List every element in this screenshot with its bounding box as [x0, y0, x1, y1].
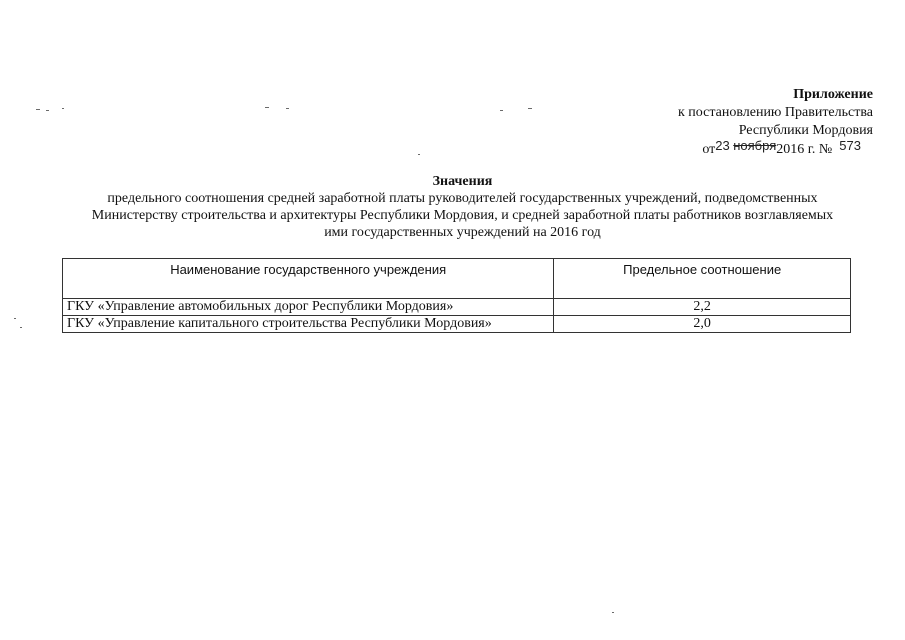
- heading-line-1: предельного соотношения средней заработной платы руководителей государственных учреждений, подведомственных: [107, 191, 818, 206]
- column-header-name: Наименование государственного учреждения: [63, 259, 554, 299]
- scan-speck: [46, 110, 49, 111]
- column-header-ratio: Предельное соотношение: [554, 259, 851, 299]
- heading-line-3: ими государственных учреждений на 2016 год: [324, 225, 601, 240]
- scan-speck: [265, 107, 269, 108]
- appendix-block: [678, 86, 873, 159]
- handwritten-day: 23: [715, 138, 730, 153]
- scan-speck: [20, 327, 22, 328]
- handwritten-month: ноября: [733, 138, 777, 153]
- table-row: [63, 299, 851, 316]
- appendix-date-line: [678, 140, 861, 159]
- table-row: [63, 316, 851, 333]
- appendix-title: Приложение: [793, 87, 873, 102]
- date-year: 2016 г. №: [776, 142, 833, 157]
- document-heading: [40, 173, 885, 241]
- institution-name: ГКУ «Управление автомобильных дорог Республики Мордовия»: [63, 299, 554, 316]
- ratio-table: [62, 258, 851, 333]
- date-prefix: от: [702, 142, 716, 157]
- heading-line-2: Министерству строительства и архитектуры Республики Мордовия, и средней заработной платы работников возглавляемых: [91, 208, 834, 223]
- scan-speck: [612, 612, 614, 613]
- handwritten-number: 573: [839, 138, 861, 153]
- ratio-value: 2,0: [554, 316, 851, 333]
- heading-title: Значения: [432, 174, 493, 189]
- scan-speck: [500, 110, 503, 111]
- scan-speck: [286, 108, 289, 109]
- scan-speck: [528, 108, 532, 109]
- institution-name: ГКУ «Управление капитального строительства Республики Мордовия»: [63, 316, 554, 333]
- scan-speck: [418, 154, 420, 155]
- scan-speck: [14, 318, 16, 319]
- scan-speck: [36, 109, 40, 110]
- table-header-row: [63, 259, 851, 299]
- scan-speck: [62, 108, 64, 109]
- appendix-line-resolution: к постановлению Правительства: [677, 105, 873, 120]
- appendix-line-republic: Республики Мордовия: [738, 123, 873, 138]
- ratio-value: 2,2: [554, 299, 851, 316]
